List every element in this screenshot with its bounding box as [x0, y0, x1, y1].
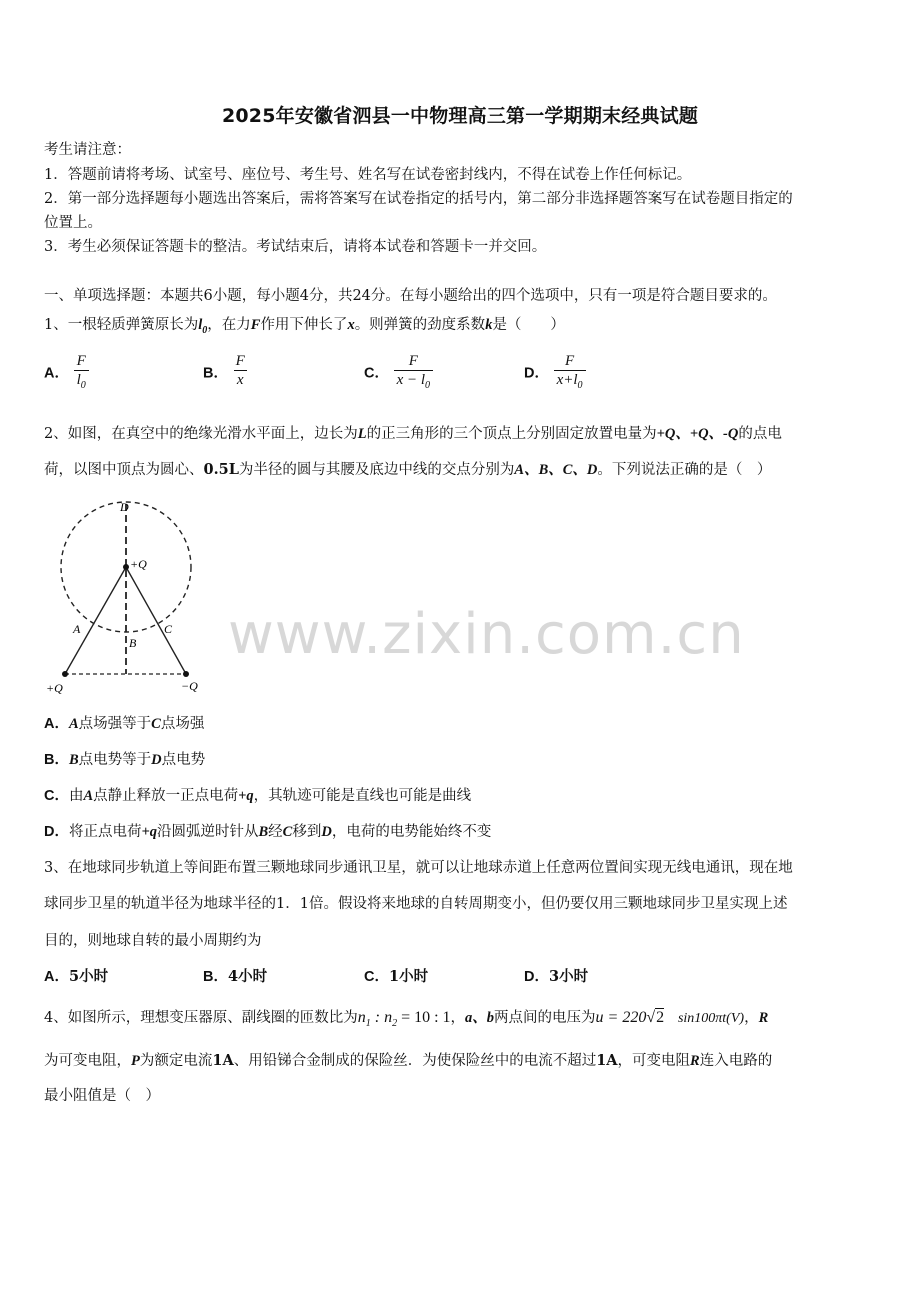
label-b: B: [129, 636, 137, 650]
q2-figure: [40, 496, 210, 701]
q3-option-c[interactable]: C．1小时: [364, 968, 429, 985]
label-c: C: [164, 622, 173, 636]
voltage-formula: u = 220√2: [595, 1009, 665, 1026]
q3-stem-line3: 目的，则地球自转的最小周期约为: [44, 933, 262, 949]
top-charge-dot: [123, 564, 129, 570]
q2-option-a[interactable]: A．A点场强等于C点场强: [44, 716, 205, 732]
q2-option-d[interactable]: D．将正点电荷+q沿圆弧逆时针从B经C移到D，电荷的电势能始终不变: [44, 824, 492, 840]
left-side: [65, 567, 126, 674]
q1-option-c[interactable]: C． $\frac{F}{x - l_0}$: [364, 352, 433, 395]
notice-item-3: 3．考生必须保证答题卡的整洁。考试结束后，请将本试卷和答题卡一并交回。: [44, 239, 547, 255]
label-left-q: +Q: [46, 681, 63, 695]
page-title: 2025年安徽省泗县一中物理高三第一学期期末经典试题: [221, 105, 699, 127]
watermark: www.zixin.com.cn: [228, 602, 745, 667]
fraction: $\frac{F}{l_0}$: [74, 352, 89, 395]
q3-option-a[interactable]: A．5小时: [44, 968, 109, 985]
notice-item-2: 2．第一部分选择题每小题选出答案后，需将答案写在试卷指定的括号内，第二部分非选择题答案写在试卷题目指定的: [44, 191, 793, 207]
q2-stem-line2: 荷，以图中顶点为圆心、0.5L为半径的圆与其腰及底边中线的交点分别为A、B、C、D。下列说法正确的是（ ）: [44, 461, 772, 478]
q3-stem-line1: 3、在地球同步轨道上等间距布置三颗地球同步通讯卫星，就可以让地球赤道上任意两位置间实现无线电通讯，现在地: [44, 860, 793, 876]
fraction: $\frac{F}{x+l_0}$: [554, 352, 586, 395]
q1-option-b[interactable]: B． $\frac{F}{x}$: [203, 352, 248, 395]
label-a: A: [73, 622, 81, 636]
notice-item-2-cont: 位置上。: [44, 215, 102, 231]
fraction: $\frac{F}{x - l_0}$: [394, 352, 433, 395]
section-heading: 一、单项选择题：本题共6小题，每小题4分，共24分。在每小题给出的四个选项中，只有一项是符合题目要求的。: [44, 288, 777, 304]
q4-stem-line2: 为可变电阻，P为额定电流1A、用铅锑合金制成的保险丝．为使保险丝中的电流不超过1A，可变电阻R连入电路的: [44, 1052, 773, 1069]
label-top-q: +Q: [130, 557, 147, 571]
q1-stem: 1、一根轻质弹簧原长为$l_0$，在力F作用下伸长了x。则弹簧的劲度系数k是（ ）: [44, 317, 565, 336]
q4-stem-line3: 最小阻值是（ ）: [44, 1088, 160, 1104]
right-charge-dot: [183, 671, 189, 677]
right-side: [126, 567, 186, 674]
label-right-q: −Q: [181, 679, 198, 693]
q4-stem-line1: 4、如图所示，理想变压器原、副线圈的匝数比为$n_1$ : $n_2 = 10$ : 1，a、b两点间的电压为u = 220√2 sin100πt(V)，R: [44, 1009, 769, 1030]
fraction: $\frac{F}{x}$: [233, 352, 248, 395]
notice-heading: 考生请注意：: [44, 142, 131, 158]
q3-option-d[interactable]: D．3小时: [524, 968, 589, 985]
q2-option-b[interactable]: B．B点电势等于D点电势: [44, 752, 206, 768]
label-d: D: [120, 500, 129, 514]
q3-stem-line2: 球同步卫星的轨道半径为地球半径的1．1倍。假设将来地球的自转周期变小，但仍要仅用三颗地球同步卫星实现上述: [44, 896, 788, 912]
q2-stem-line1: 2、如图，在真空中的绝缘光滑水平面上，边长为L的正三角形的三个顶点上分别固定放置电量为+Q、+Q、-Q的点电: [44, 426, 782, 442]
q3-option-b[interactable]: B．4小时: [203, 968, 268, 985]
notice-item-1: 1．答题前请将考场、试室号、座位号、考生号、姓名写在试卷密封线内，不得在试卷上作任何标记。: [44, 167, 692, 183]
q1-option-d[interactable]: D． $\frac{F}{x+l_0}$: [524, 352, 586, 395]
left-charge-dot: [62, 671, 68, 677]
q2-option-c[interactable]: C．由A点静止释放一正点电荷+q，其轨迹可能是直线也可能是曲线: [44, 788, 472, 804]
turns-ratio: $n_1$ : $n_2 = 10$ : 1: [357, 1009, 451, 1030]
q1-option-a[interactable]: A． $\frac{F}{l_0}$: [44, 352, 89, 395]
